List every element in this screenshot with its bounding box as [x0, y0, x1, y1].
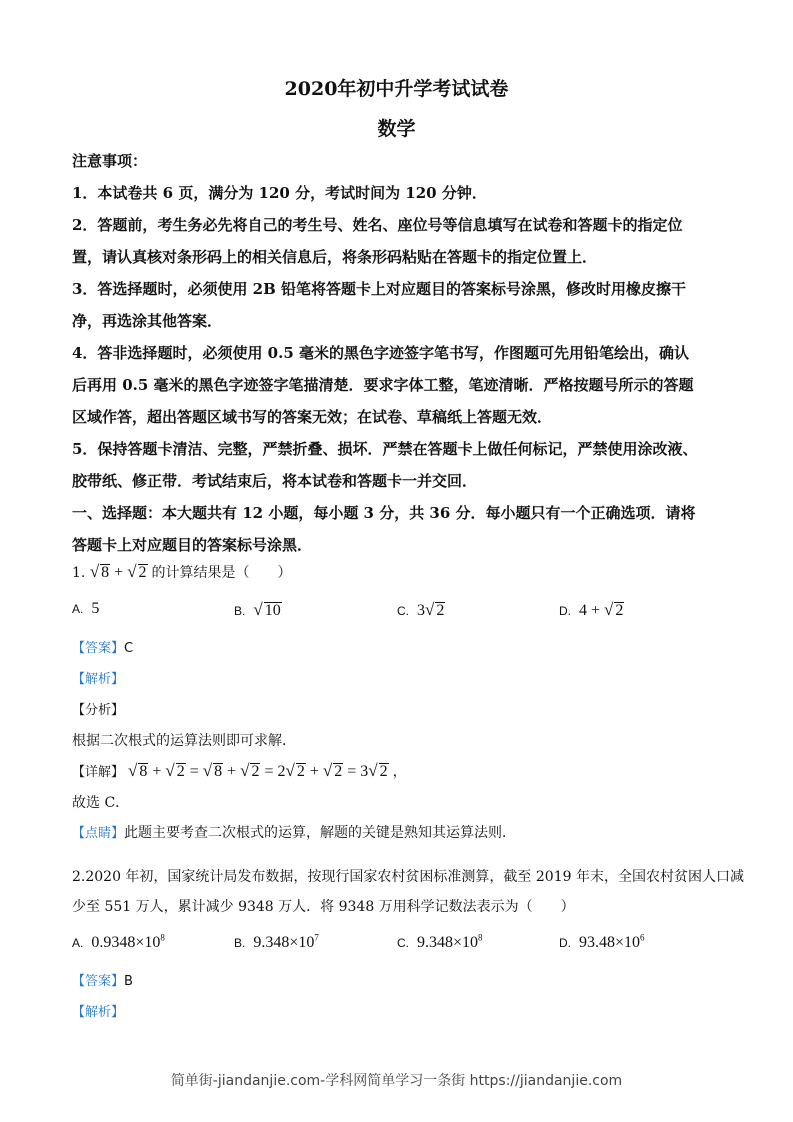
- section-1-line-2: 答题卡上对应题目的答案标号涂黑．: [72, 536, 313, 554]
- question-1-option-a: A. 5: [72, 600, 100, 617]
- notice-item-2-line-2: 置，请认真核对条形码上的相关信息后，将条形码粘贴在答题卡的指定位置上．: [72, 248, 598, 266]
- notice-item-4-line-3: 区域作答，超出答题区域书写的答案无效；在试卷、草稿纸上答题无效．: [72, 408, 553, 426]
- fenxi-text: 根据二次根式的运算法则即可求解．: [72, 733, 296, 749]
- question-1-option-c: C. 3√ 2: [397, 600, 445, 619]
- question-2-option-d: D. $93.48\times 10^6$: [559, 933, 645, 952]
- question-2-solution: [72, 966, 722, 1028]
- notice-item-4-line-2: 后再用 0.5 毫米的黑色字迹签字笔描清楚．要求字体工整，笔迹清晰．严格按题号所示的答题: [72, 376, 694, 394]
- question-1-stem: [72, 557, 722, 588]
- analysis-tag: 【解析】: [72, 672, 125, 687]
- answer-value: C: [124, 641, 134, 656]
- notice-item-3-line-1: 3．答选择题时，必须使用 2B 铅笔将答题卡上对应题目的答案标号涂黑，修改时用橡皮擦干: [72, 280, 687, 298]
- q2-answer-value: B: [124, 974, 133, 989]
- subject-title: 数学: [377, 118, 416, 140]
- q2-analysis-tag: 【解析】: [72, 1005, 125, 1020]
- question-1-solution: [72, 633, 722, 849]
- notice-item-5-line-1: 5．保持答题卡清洁、完整，严禁折叠、损坏．严禁在答题卡上做任何标记，严禁使用涂改液、: [72, 440, 698, 458]
- question-1-number: 1.: [72, 565, 86, 581]
- comment-tag: 【点睛】: [72, 826, 125, 841]
- question-1-option-b: B. √ 10: [234, 600, 281, 619]
- question-1-option-d: D. 4 + √ 2: [559, 600, 624, 619]
- question-1-options: [72, 600, 722, 630]
- notice-item-2-line-1: 2．答题前，考生务必先将自己的考生号、姓名、座位号等信息填写在试卷和答题卡的指定位: [72, 216, 683, 234]
- question-2-stem: [72, 862, 744, 922]
- q2-answer-tag: 【答案】: [72, 974, 125, 989]
- question-2-option-a: A. $0.9348\times 10^8$: [72, 933, 165, 952]
- question-2-options: [72, 933, 722, 963]
- notice-item-5-line-2: 胶带纸、修正带．考试结束后，将本试卷和答题卡一并交回．: [72, 472, 478, 490]
- comment-text: 此题主要考查二次根式的运算，解题的关键是熟知其运算法则．: [124, 825, 517, 841]
- question-2-stem-line-1: 2.2020 年初，国家统计局发布数据，按现行国家农村贫困标准测算，截至 2019 年末，全国农村贫困人口减: [72, 869, 744, 885]
- notice-item-4-line-1: 4．答非选择题时，必须使用 0.5 毫米的黑色字迹签字笔书写，作图题可先用铅笔绘出，确认: [72, 344, 689, 362]
- detail-line: 【详解】 √ 8 + √ 2 = √ 8 + √ 2 = 2√ 2 + √ 2 = 3√ 2 ，: [72, 761, 407, 780]
- choice-text: 故选 C．: [72, 795, 130, 811]
- question-2-stem-line-2: 少至 551 万人，累计减少 9348 万人．将 9348 万用科学记数法表示为（ ）: [72, 899, 575, 915]
- exam-title: 2020年初中升学考试试卷: [284, 78, 509, 100]
- question-1-stem-tail: 的计算结果是（ ）: [151, 565, 292, 581]
- notice-block: [72, 145, 722, 561]
- notice-item-1: 1．本试卷共 6 页，满分为 120 分，考试时间为 120 分钟．: [72, 184, 487, 202]
- question-1-expression: √ 8 + √ 2: [89, 562, 147, 581]
- question-2-option-b: B. $9.348\times 10^7$: [234, 933, 319, 952]
- question-2-option-c: C. $9.348\times 10^8$: [397, 933, 483, 952]
- notice-item-3-line-2: 净，再选涂其他答案．: [72, 312, 223, 330]
- page-footer: 简单街-jiandanjie.com-学科网简单学习一条街 https://jiandanjie.com: [170, 1073, 623, 1089]
- section-1-line-1: 一、选择题：本大题共有 12 小题，每小题 3 分，共 36 分．每小题只有一个正确选项．请将: [72, 504, 696, 522]
- notice-heading: 注意事项：: [72, 152, 148, 170]
- answer-tag: 【答案】: [72, 641, 125, 656]
- fenxi-tag: 【分析】: [72, 703, 125, 718]
